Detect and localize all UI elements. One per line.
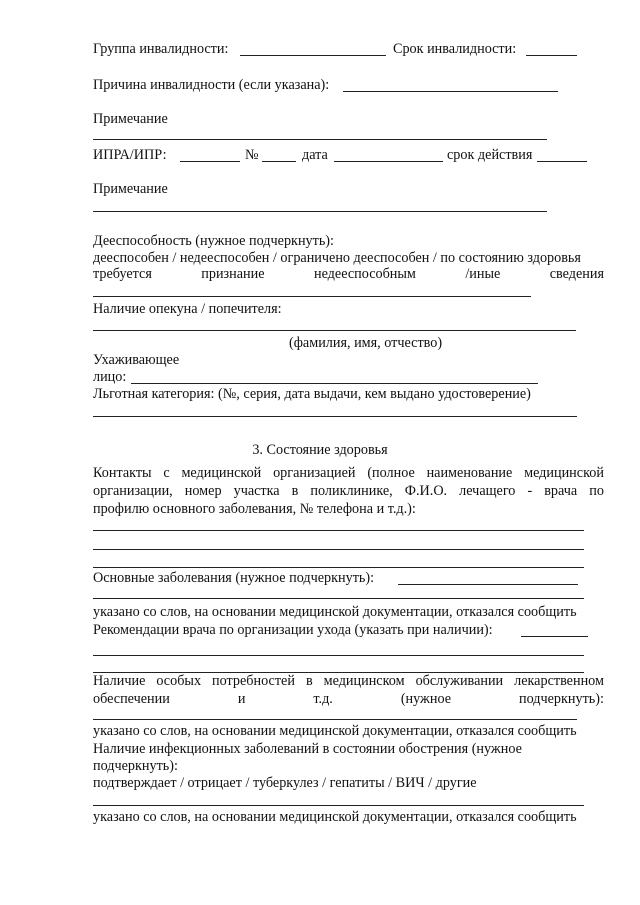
ipra-term-label: срок действия xyxy=(447,147,533,163)
disability-term-label: Срок инвалидности: xyxy=(393,41,517,57)
ipra-number-field[interactable] xyxy=(262,161,296,162)
diseases-field[interactable] xyxy=(398,584,578,585)
diseases-field-line2[interactable] xyxy=(93,598,584,599)
note2-label: Примечание xyxy=(93,181,168,197)
contacts-word: наименование xyxy=(426,465,513,481)
contacts-field-line1[interactable] xyxy=(93,530,584,531)
infection-field[interactable] xyxy=(93,805,584,806)
contacts-word: врача xyxy=(544,483,578,499)
ipra-field[interactable] xyxy=(180,161,240,162)
caregiver-label-line1: Ухаживающее xyxy=(93,352,180,368)
contacts-word: лечащего xyxy=(459,483,516,499)
capacity-word: сведения xyxy=(549,266,604,282)
disability-cause-label: Причина инвалидности (если указана): xyxy=(93,77,330,93)
contacts-word: Ф.И.О. xyxy=(404,483,448,499)
note1-field[interactable] xyxy=(93,139,547,140)
special-source-options[interactable]: указано со слов, на основании медицинской документации, отказался сообщить xyxy=(93,723,577,739)
capacity-options-line2[interactable] xyxy=(93,266,604,282)
special-word: и xyxy=(237,691,246,707)
contacts-word: медицинской xyxy=(524,465,604,481)
special-word: (нужное xyxy=(400,691,452,707)
contacts-text-line1 xyxy=(93,465,604,481)
ipra-label: ИПРА/ИПР: xyxy=(93,147,167,163)
special-word: обслуживании xyxy=(415,673,504,689)
special-needs-field[interactable] xyxy=(93,719,577,720)
special-word: т.д. xyxy=(313,691,333,707)
guardian-label: Наличие опекуна / попечителя: xyxy=(93,301,282,317)
benefit-category-field[interactable] xyxy=(93,416,577,417)
diseases-source-options[interactable]: указано со слов, на основании медицинской документации, отказался сообщить xyxy=(93,604,577,620)
capacity-word: недееспособным xyxy=(313,266,416,282)
ipra-date-field[interactable] xyxy=(334,161,443,162)
contacts-word: (полное xyxy=(367,465,415,481)
contacts-text-line2 xyxy=(93,483,604,499)
contacts-word: организацией xyxy=(273,465,356,481)
recommendations-field-line2[interactable] xyxy=(93,655,584,656)
contacts-field-line2[interactable] xyxy=(93,549,584,550)
special-needs-line2 xyxy=(93,691,604,707)
section3-heading: 3. Состояние здоровья xyxy=(252,442,388,458)
capacity-title: Дееспособность (нужное подчеркнуть): xyxy=(93,233,334,249)
special-word: обеспечении xyxy=(93,691,170,707)
contacts-word: номер xyxy=(184,483,222,499)
contacts-word: с xyxy=(163,465,170,481)
capacity-other-field[interactable] xyxy=(93,296,531,297)
contacts-word: Контакты xyxy=(93,465,152,481)
contacts-word: организации, xyxy=(93,483,173,499)
capacity-word: /иные xyxy=(465,266,501,282)
special-word: подчеркнуть): xyxy=(519,691,604,707)
ipra-term-field[interactable] xyxy=(537,161,587,162)
note2-field[interactable] xyxy=(93,211,547,212)
disability-cause-field[interactable] xyxy=(343,91,558,92)
capacity-word: признание xyxy=(201,266,265,282)
diseases-label: Основные заболевания (нужное подчеркнуть): xyxy=(93,570,375,586)
contacts-word: поликлинике, xyxy=(310,483,393,499)
disability-group-field[interactable] xyxy=(240,55,386,56)
caregiver-field[interactable] xyxy=(131,383,538,384)
special-word: особых xyxy=(156,673,202,689)
ipra-number-label: № xyxy=(245,147,259,163)
benefit-category-label: Льготная категория: (№, серия, дата выдачи, кем выдано удостоверение) xyxy=(93,386,531,402)
contacts-word: в xyxy=(291,483,299,499)
note1-label: Примечание xyxy=(93,111,168,127)
special-word: в xyxy=(305,673,313,689)
contacts-word: медицинской xyxy=(181,465,262,481)
contacts-text-line3: профилю основного заболевания, № телефона и т.д.): xyxy=(93,501,416,517)
caregiver-label-line2: лицо: xyxy=(93,369,127,385)
special-word: медицинском xyxy=(323,673,405,689)
infection-label-line1: Наличие инфекционных заболеваний в состоянии обострения (нужное xyxy=(93,741,522,757)
capacity-word: требуется xyxy=(93,266,152,282)
special-word: Наличие xyxy=(93,673,146,689)
contacts-word: по xyxy=(589,483,604,499)
capacity-options-line1[interactable]: дееспособен / недееспособен / ограничено дееспособен / по состоянию здоровья xyxy=(93,250,581,266)
infection-source-options[interactable]: указано со слов, на основании медицинской документации, отказался сообщить xyxy=(93,809,577,825)
recommendations-label: Рекомендации врача по организации ухода (указать при наличии): xyxy=(93,622,493,638)
fio-caption: (фамилия, имя, отчество) xyxy=(289,335,443,351)
infection-options[interactable]: подтверждает / отрицает / туберкулез / гепатиты / ВИЧ / другие xyxy=(93,775,477,791)
disability-term-field[interactable] xyxy=(526,55,577,56)
infection-label-line2: подчеркнуть): xyxy=(93,758,178,774)
contacts-word: - xyxy=(527,483,533,499)
special-word: лекарственном xyxy=(514,673,604,689)
contacts-word: участка xyxy=(233,483,280,499)
guardian-field[interactable] xyxy=(93,330,576,331)
special-word: потребностей xyxy=(212,673,295,689)
contacts-field-line3[interactable] xyxy=(93,567,584,568)
ipra-date-label: дата xyxy=(302,147,328,163)
special-needs-line1 xyxy=(93,673,604,689)
disability-group-label: Группа инвалидности: xyxy=(93,41,229,57)
recommendations-field[interactable] xyxy=(521,636,588,637)
